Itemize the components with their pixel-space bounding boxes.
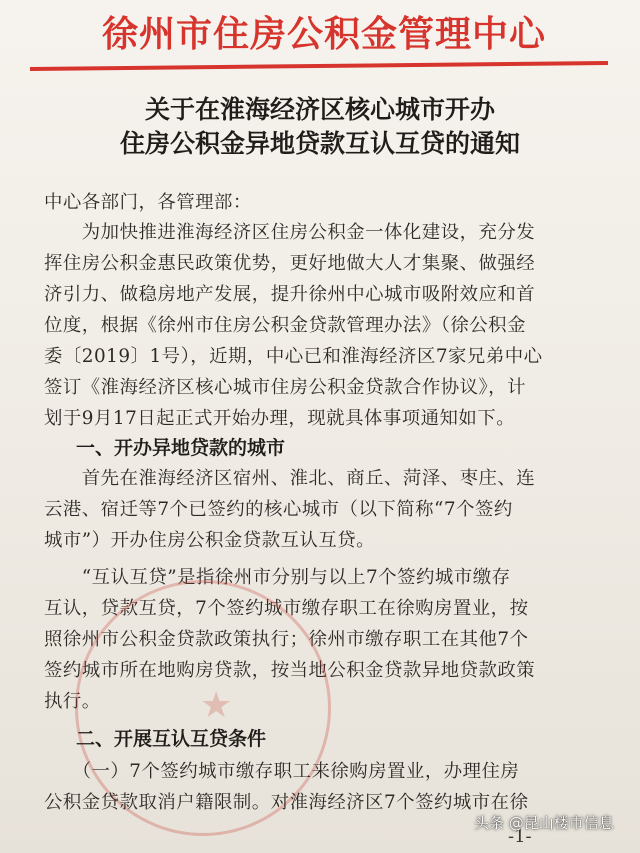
section-2-para-1-line-1: （一）7个签约城市缴存职工来徐购房置业，办理住房 <box>44 761 520 782</box>
intro-line-3: 济引力、做稳房地产发展，提升徐州中心城市吸附效应和首 <box>44 284 536 305</box>
masthead-rule <box>30 61 608 71</box>
intro-line-2: 挥住房公积金惠民政策优势，更好地做大人才集聚、做强经 <box>44 253 536 274</box>
intro-line-1: 为加快推进淮海经济区住房公积金一体化建设，充分发 <box>44 222 536 243</box>
section-1-heading: 一、开办异地贷款的城市 <box>76 437 286 459</box>
intro-line-5: 委〔2019〕1号），近期，中心已和淮海经济区7家兄弟中心 <box>44 346 543 367</box>
section-1-para-2-line-5: 执行。 <box>44 691 101 712</box>
section-1-para-1-line-2: 云港、宿迁等7个已签约的核心城市（以下简称“7个签约 <box>44 499 513 520</box>
section-1-para-1-line-3: 城市”）开办住房公积金贷款互认互贷。 <box>44 530 376 551</box>
section-1-para-2-line-3: 照徐州市公积金贷款政策执行；徐州市缴存职工在其他7个 <box>44 629 529 650</box>
source-watermark: 头条 @昆山楼市信息 <box>474 814 614 832</box>
document-title-line-2: 住房公积金异地贷款互认互贷的通知 <box>119 129 520 158</box>
section-1-para-2-line-2: 互认，贷款互贷，7个签约城市缴存职工在徐购房置业，按 <box>44 598 529 619</box>
seal-star-icon: ★ <box>200 685 233 726</box>
document-title-line-1: 关于在淮海经济区核心城市开办 <box>144 95 495 124</box>
section-1-para-2-line-4: 签约城市所在地购房贷款，按当地公积金贷款异地贷款政策 <box>44 660 536 681</box>
salutation: 中心各部门，各管理部： <box>44 192 252 213</box>
intro-line-6: 签订《淮海经济区核心城市住房公积金贷款合作协议》，计 <box>44 377 526 398</box>
intro-line-4: 位度，根据《徐州市住房公积金贷款管理办法》（徐公积金 <box>44 315 526 336</box>
page-number: -1- <box>508 826 532 847</box>
section-1-para-1-line-1: 首先在淮海经济区宿州、淮北、商丘、菏泽、枣庄、连 <box>44 468 536 489</box>
section-1-para-2-line-1: “互认互贷”是指徐州市分别与以上7个签约城市缴存 <box>44 567 511 588</box>
masthead: 徐州市住房公积金管理中心 <box>101 13 546 55</box>
intro-line-7: 划于9月17日起正式开始办理，现就具体事项通知如下。 <box>44 408 516 429</box>
section-2-para-1-line-2: 公积金贷款取消户籍限制。对淮海经济区7个签约城市在徐 <box>44 792 529 813</box>
section-2-heading: 二、开展互认互贷条件 <box>76 728 267 750</box>
